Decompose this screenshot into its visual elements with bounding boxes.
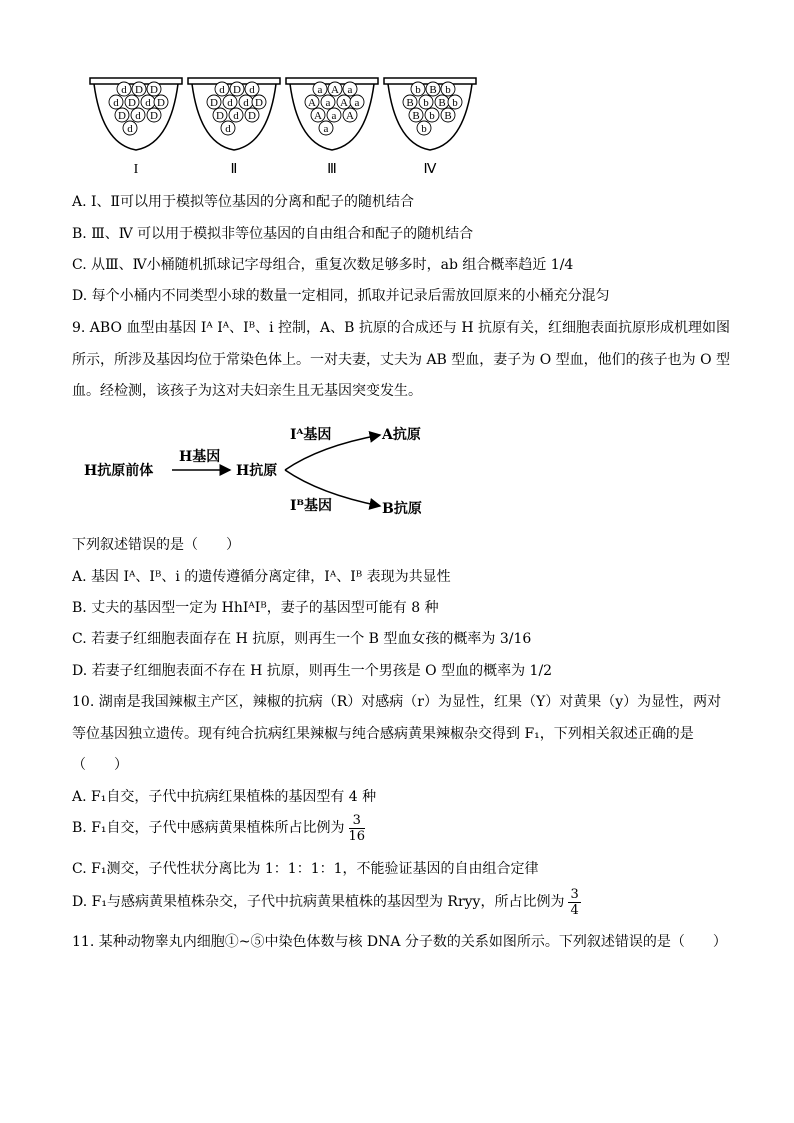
fraction-denominator: 4 [570, 902, 579, 918]
ball-letter: a [331, 110, 337, 122]
ball-letter: B [406, 97, 414, 109]
q10-option-b-fraction [349, 813, 366, 844]
ball-letter: D [216, 110, 224, 122]
ball-letter: B [412, 110, 420, 122]
q10-stem-line1: 10. 湖南是我国辣椒主产区，辣椒的抗病（R）对感病（r）为显性，红果（Y）对黄果（y）为显性，两对 [72, 694, 722, 710]
ball-letter: A [340, 97, 348, 109]
ball-letter: B [444, 110, 452, 122]
q10-option-d-text: D. F₁与感病黄果植株杂交，子代中抗病黄果植株的基因型为 Rryy，所占比例为 [72, 894, 565, 910]
ball-letter: D [233, 84, 241, 96]
ball-letter: a [323, 123, 329, 135]
ball-letter: B [438, 97, 446, 109]
ball-letter: D [150, 84, 158, 96]
q10-stem-line3: （ ） [72, 757, 128, 773]
q9-option-d: D. 若妻子红细胞表面不存在 H 抗原，则再生一个男孩是 O 型血的概率为 1/2 [72, 663, 553, 679]
ball-letter: D [150, 110, 158, 122]
q10-option-b-text: B. F₁自交，子代中感病黄果植株所占比例为 [72, 820, 345, 836]
ball-letter: a [347, 84, 353, 96]
q9-question: 下列叙述错误的是（ ） [72, 537, 240, 553]
ia-gene-label: Iᴬ基因 [290, 427, 332, 443]
ball-letter: A [331, 84, 339, 96]
q8-option-c: C. 从Ⅲ、Ⅳ小桶随机抓球记字母组合，重复次数足够多时，ab 组合概率趋近 1/4 [72, 257, 574, 273]
ball-letter: d [145, 97, 151, 109]
ball-letter: b [421, 123, 427, 135]
bucket-label: Ⅳ [423, 162, 437, 177]
a-antigen-label: A抗原 [382, 427, 421, 443]
ball-letter: D [157, 97, 165, 109]
q8-option-d: D. 每个小桶内不同类型小球的数量一定相同，抓取并记录后需放回原来的小桶充分混匀 [72, 288, 610, 304]
ball-letter: D [128, 97, 136, 109]
bucket-3 [286, 78, 378, 177]
h-gene-label: H基因 [179, 449, 221, 465]
bucket-2 [188, 78, 280, 177]
ball-letter: b [415, 84, 421, 96]
q9-option-a: A. 基因 Iᴬ、Iᴮ、i 的遗传遵循分离定律，Iᴬ、Iᴮ 表现为共显性 [72, 569, 451, 585]
bucket-label: I [133, 162, 139, 177]
ball-letter: d [243, 97, 249, 109]
q9-stem-line2: 所示，所涉及基因均位于常染色体上。一对夫妻，丈夫为 AB 型血，妻子为 O 型血，他们的孩子也为 O 型 [72, 352, 731, 368]
ball-letter: d [135, 110, 141, 122]
antigen-pathway-diagram [80, 418, 440, 524]
ball-letter: D [118, 110, 126, 122]
ball-letter: d [227, 97, 233, 109]
ball-letter: d [233, 110, 239, 122]
ball-letter: A [308, 97, 316, 109]
ball-letter: b [452, 97, 458, 109]
ball-letter: b [429, 110, 435, 122]
ib-gene-label: Iᴮ基因 [290, 498, 332, 514]
ball-letter: d [225, 123, 231, 135]
q10-option-c: C. F₁测交，子代性状分离比为 1：1：1：1，不能验证基因的自由组合定律 [72, 861, 539, 877]
q9-option-b: B. 丈夫的基因型一定为 HhIᴬIᴮ，妻子的基因型可能有 8 种 [72, 600, 439, 616]
ball-letter: A [346, 110, 354, 122]
ball-letter: b [423, 97, 429, 109]
ball-letter: A [314, 110, 322, 122]
q9-stem-line1: 9. ABO 血型由基因 Iᴬ Iᴬ、Iᴮ、i 控制，A、B 抗原的合成还与 H 抗原有关，红细胞表面抗原形成机理如图 [72, 320, 730, 336]
q11-stem: 11. 某种动物睾丸内细胞①~⑤中染色体数与核 DNA 分子数的关系如图所示。下列叙述错误的是（ ） [72, 934, 727, 950]
ball-letter: B [429, 84, 437, 96]
ball-letter: d [219, 84, 225, 96]
bucket-label: Ⅲ [327, 162, 337, 177]
ball-letter: D [248, 110, 256, 122]
bucket-label: Ⅱ [230, 162, 238, 177]
q10-stem-line2: 等位基因独立遗传。现有纯合抗病红果辣椒与纯合感病黄果辣椒杂交得到 F₁，下列相关叙述正确的是 [72, 726, 694, 742]
q8-option-a: A. Ⅰ、Ⅱ可以用于模拟等位基因的分离和配子的随机结合 [72, 194, 415, 210]
b-antigen-label: B抗原 [382, 501, 422, 517]
q10-option-d-fraction [568, 887, 580, 918]
ball-letter: a [354, 97, 360, 109]
ball-letter: D [135, 84, 143, 96]
bucket-4 [384, 78, 476, 177]
q8-option-b: B. Ⅲ、Ⅳ 可以用于模拟非等位基因的自由组合和配子的随机结合 [72, 226, 474, 242]
ball-letter: d [127, 123, 133, 135]
q9-stem-line3: 血。经检测，该孩子为这对夫妇亲生且无基因突变发生。 [72, 383, 422, 399]
fraction-numerator: 3 [349, 813, 366, 829]
q10-option-a: A. F₁自交，子代中抗病红果植株的基因型有 4 种 [72, 789, 377, 805]
q9-option-c: C. 若妻子红细胞表面存在 H 抗原，则再生一个 B 型血女孩的概率为 3/16 [72, 631, 532, 647]
q10-option-d [72, 886, 581, 918]
ball-letter: d [249, 84, 255, 96]
ball-letter: d [121, 84, 127, 96]
ball-letter: b [445, 84, 451, 96]
ball-letter: D [210, 97, 218, 109]
bucket-1 [90, 78, 182, 177]
h-antigen-precursor-label: H抗原前体 [84, 463, 154, 479]
h-antigen-label: H抗原 [236, 463, 278, 479]
ball-letter: a [317, 84, 323, 96]
fraction-denominator: 16 [348, 828, 366, 844]
ball-letter: d [113, 97, 119, 109]
ball-letter: a [325, 97, 331, 109]
ball-letter: D [255, 97, 263, 109]
bucket-illustration [88, 74, 478, 180]
fraction-numerator: 3 [570, 886, 579, 902]
q10-option-b [72, 812, 365, 844]
